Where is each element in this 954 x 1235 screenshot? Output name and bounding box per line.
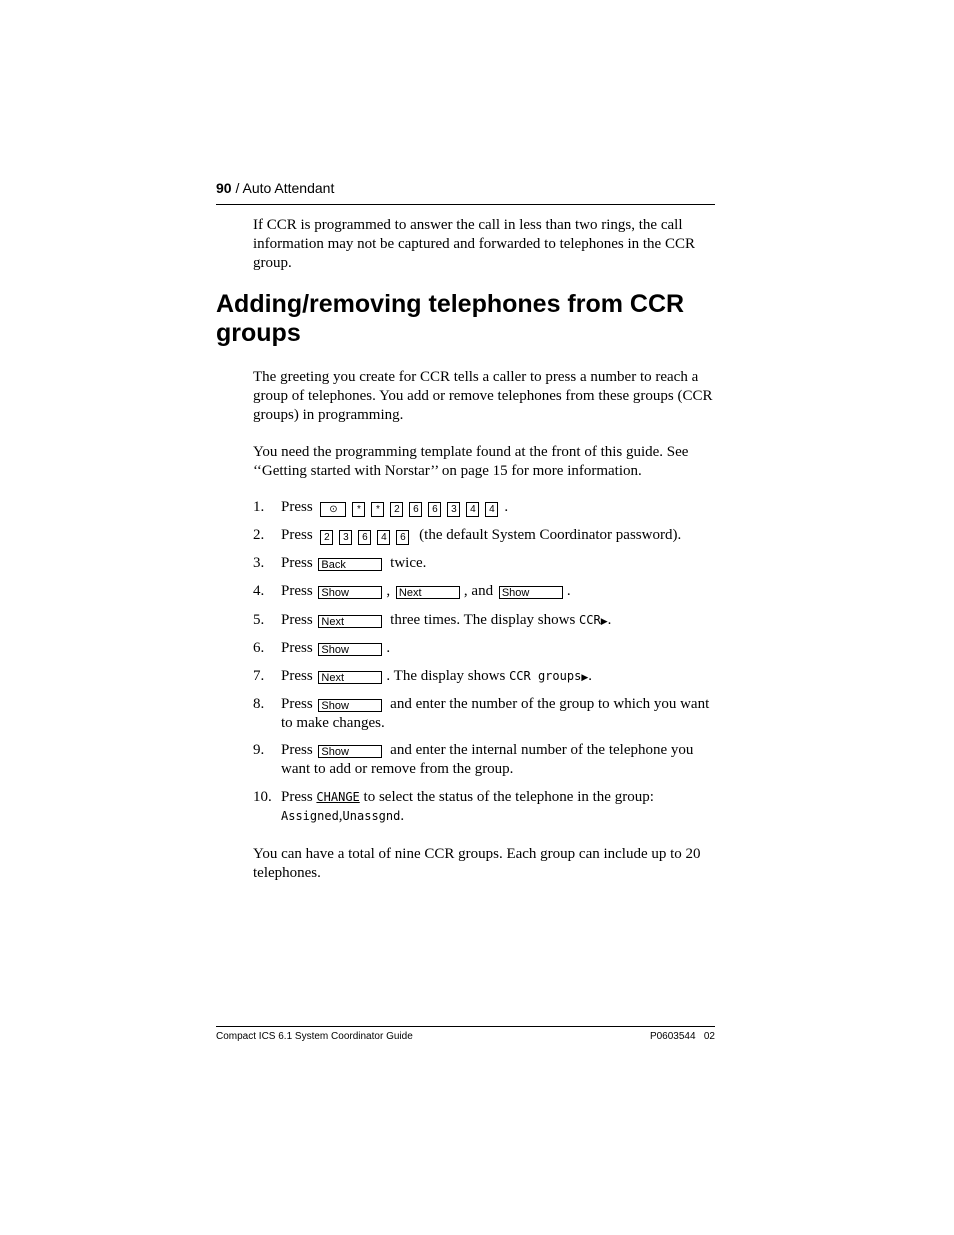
footer-docnum: P0603544 02 — [649, 1031, 715, 1042]
press-label: Press — [281, 499, 313, 515]
dial-key-4[interactable]: 4 — [466, 502, 479, 517]
next-button[interactable]: Next — [318, 615, 382, 628]
page-title: Adding/removing telephones from CCR groups — [216, 290, 685, 347]
option-unassigned: Unassgnd — [342, 809, 401, 823]
step-text: and enter the number of the group to which you want to make changes. — [281, 696, 710, 731]
step-number: 1. — [253, 499, 265, 515]
dial-key-4[interactable]: 4 — [485, 502, 498, 517]
step-number: 3. — [253, 555, 265, 571]
press-label: Press — [281, 696, 313, 712]
right-arrow-icon: ▶ — [581, 672, 589, 682]
dial-key-2[interactable]: 2 — [320, 530, 333, 545]
separator: , — [386, 583, 391, 599]
star-key[interactable]: * — [371, 502, 384, 517]
right-arrow-icon: ▶ — [600, 616, 608, 626]
step-number: 4. — [253, 583, 265, 599]
step-end: . — [386, 640, 391, 656]
step-text: (the default System Coordinator password). — [419, 527, 682, 543]
step-number: 5. — [253, 612, 265, 628]
dial-key-6[interactable]: 6 — [396, 530, 409, 545]
show-button[interactable]: Show — [318, 643, 382, 656]
footer-title: Compact ICS 6.1 System Coordinator Guide — [216, 1031, 413, 1042]
dial-key-2[interactable]: 2 — [390, 502, 403, 517]
press-label: Press — [281, 668, 313, 684]
dial-key-6[interactable]: 6 — [428, 502, 441, 517]
press-label: Press — [281, 742, 313, 758]
page-header — [216, 180, 715, 205]
step-end: . — [504, 499, 509, 515]
press-label: Press — [281, 612, 313, 628]
closing-paragraph: You can have a total of nine CCR groups. Each group can include up to 20 telephones. — [253, 846, 701, 881]
dial-key-3[interactable]: 3 — [339, 530, 352, 545]
show-button[interactable]: Show — [499, 586, 563, 599]
next-button[interactable]: Next — [396, 586, 460, 599]
display-text: CCR groups — [509, 669, 582, 683]
dial-key-3[interactable]: 3 — [447, 502, 460, 517]
page-footer — [216, 1026, 715, 1042]
ccr-note: If CCR is programmed to answer the call in less than two rings, the call information may not be captured and forwarded to telephones in the CCR group. — [253, 217, 695, 271]
step-text: three times. The display shows — [390, 612, 576, 628]
section-name: / Auto Attendant — [235, 180, 335, 196]
press-label: Press — [281, 789, 313, 805]
step-number: 6. — [253, 640, 265, 656]
separator: , — [338, 808, 343, 824]
step-text: . The display shows — [386, 668, 506, 684]
dial-key-6[interactable]: 6 — [358, 530, 371, 545]
separator: , and — [463, 583, 494, 599]
feature-key[interactable]: ⊙ — [320, 502, 346, 517]
step-end: . — [607, 612, 612, 628]
show-button[interactable]: Show — [318, 586, 382, 599]
back-button[interactable]: Back — [318, 558, 382, 571]
press-label: Press — [281, 527, 313, 543]
star-key[interactable]: * — [352, 502, 365, 517]
step-number: 8. — [253, 696, 265, 712]
display-text: CCR — [579, 613, 601, 627]
step-end: . — [400, 808, 405, 824]
option-assigned: Assigned — [281, 809, 339, 823]
press-label: Press — [281, 583, 313, 599]
step-number: 9. — [253, 742, 265, 758]
step-text: twice. — [390, 555, 427, 571]
press-label: Press — [281, 640, 313, 656]
step-number: 2. — [253, 527, 265, 543]
show-button[interactable]: Show — [318, 699, 382, 712]
page-number: 90 — [216, 180, 232, 196]
step-text: to select the status of the telephone in the group: — [363, 789, 654, 805]
next-button[interactable]: Next — [318, 671, 382, 684]
step-text: and enter the internal number of the telephone you want to add or remove from the group. — [281, 742, 694, 777]
template-paragraph: You need the programming template found at the front of this guide. See ‘‘Getting started with Norstar’’ on page 15 for more information. — [253, 444, 689, 479]
press-label: Press — [281, 555, 313, 571]
step-number: 7. — [253, 668, 265, 684]
step-end: . — [566, 583, 571, 599]
show-button[interactable]: Show — [318, 745, 382, 758]
intro-paragraph: The greeting you create for CCR tells a caller to press a number to reach a group of telephones. You add or remove telephones from these groups (CCR groups) in programming. — [253, 369, 713, 423]
dial-key-4[interactable]: 4 — [377, 530, 390, 545]
step-number: 10. — [253, 789, 272, 805]
change-softkey[interactable]: CHANGE — [316, 790, 360, 804]
dial-key-6[interactable]: 6 — [409, 502, 422, 517]
step-end: . — [588, 668, 592, 684]
